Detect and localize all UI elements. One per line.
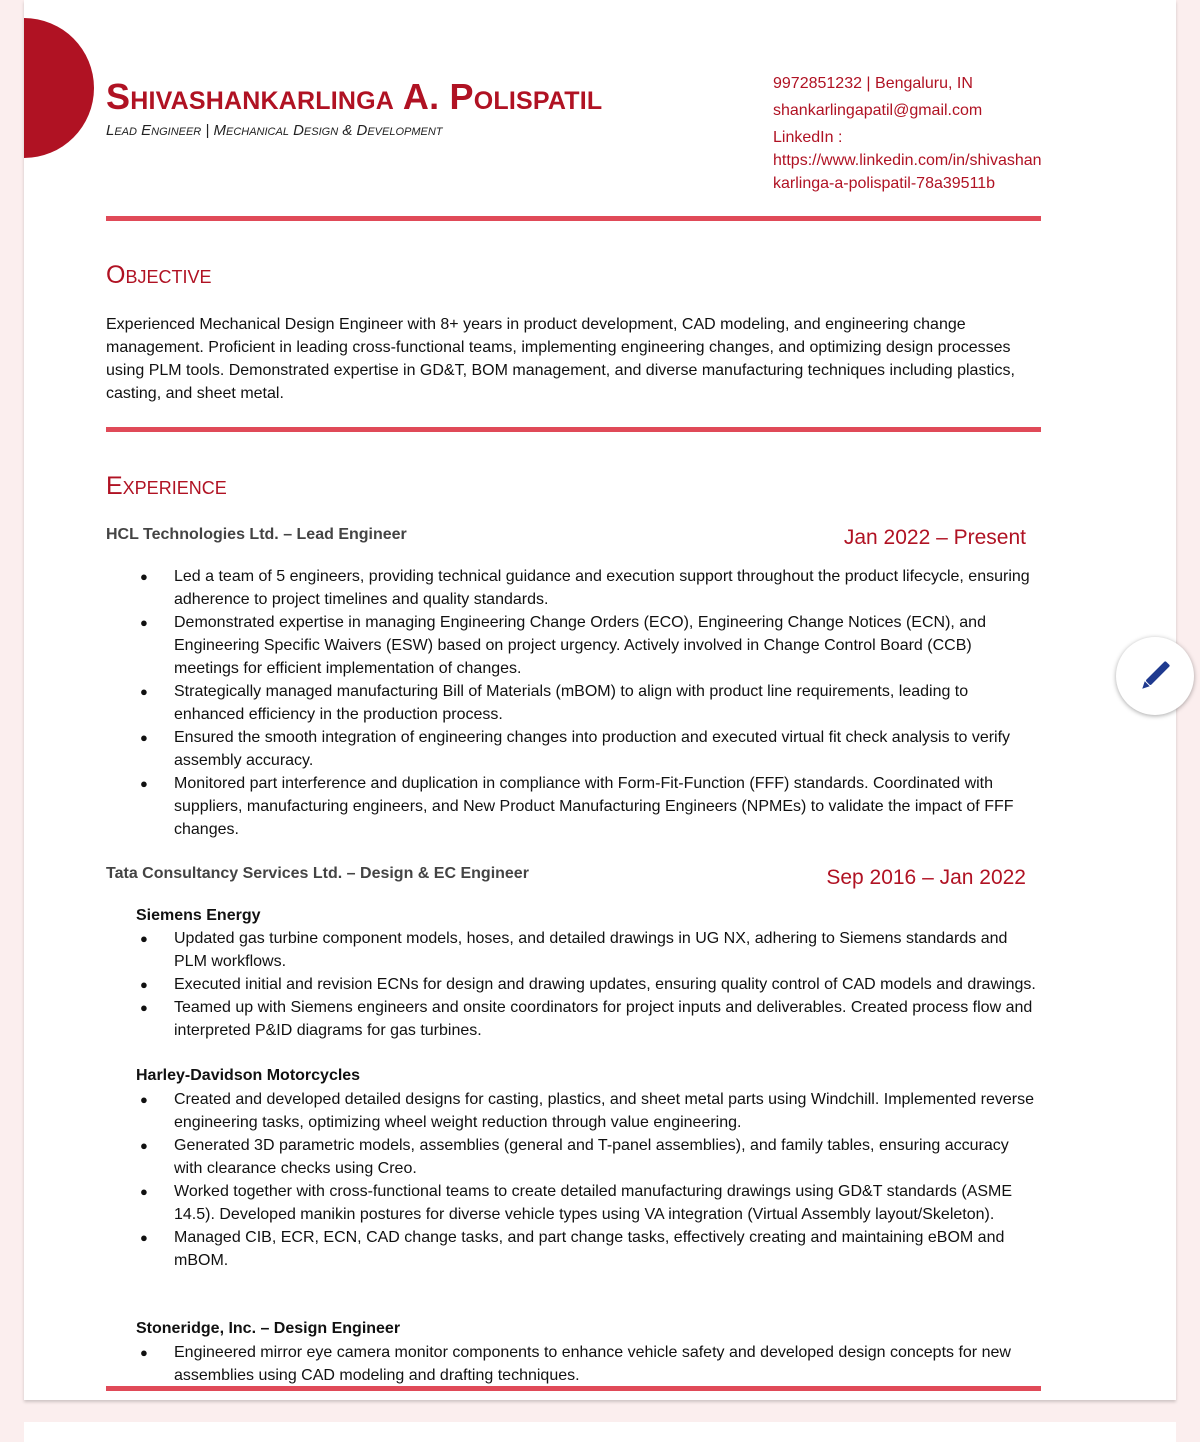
list-item: ● Strategically managed manufacturing Bill of Materials (mBOM) to align with product line requirements, leading to enhanced efficiency in the production process.	[134, 680, 1039, 726]
contact-block	[773, 72, 1048, 195]
client-heading-harley: Harley-Davidson Motorcycles	[136, 1067, 361, 1084]
list-item: ● Worked together with cross-functional teams to create detailed manufacturing drawings using GD&T standards (ASME 14.5). Developed manikin postures for diverse vehicle types using VA integration (Virtual Assembly layout/Skeleton).	[134, 1180, 1039, 1226]
list-item: ● Managed CIB, ECR, ECN, CAD change tasks, and part change tasks, effectively creating and maintaining eBOM and mBOM.	[134, 1226, 1039, 1272]
client-bullets-harley	[134, 1088, 1039, 1272]
section-divider	[106, 427, 1041, 432]
list-item: ● Ensured the smooth integration of engineering changes into production and executed virtual fit check analysis to verify assembly accuracy.	[134, 726, 1039, 772]
list-item: ● Teamed up with Siemens engineers and onsite coordinators for project inputs and deliverables. Created process flow and interpreted P&ID diagrams for gas turbines.	[134, 996, 1039, 1042]
list-item: ● Created and developed detailed designs for casting, plastics, and sheet metal parts using Windchill. Implemented reverse engineering tasks, optimizing wheel weight reduction through value engineering.	[134, 1088, 1039, 1134]
job-heading-stoneridge: Stoneridge, Inc. – Design Engineer	[136, 1320, 401, 1337]
list-item: ● Monitored part interference and duplication in compliance with Form-Fit-Function (FFF) standards. Coordinated with suppliers, manufacturing engineers, and New Product Manufacturing Engineers (NPMEs) to validate the impact of FFF changes.	[134, 772, 1039, 841]
list-item: ● Engineered mirror eye camera monitor components to enhance vehicle safety and developed design concepts for new assemblies using CAD modeling and drafting techniques.	[134, 1341, 1039, 1387]
contact-phone-location: 9972851232 | Bengaluru, IN	[773, 75, 973, 92]
job-bullets-hcl	[134, 565, 1039, 841]
pencil-icon	[1135, 656, 1175, 696]
list-item: ● Updated gas turbine component models, hoses, and detailed drawings in UG NX, adhering to Siemens standards and PLM workflows.	[134, 927, 1039, 973]
job-heading-tcs: Tata Consultancy Services Ltd. – Design & EC Engineer	[106, 865, 529, 882]
client-bullets-siemens	[134, 927, 1039, 1042]
decorative-circle	[24, 18, 94, 158]
section-divider	[106, 1386, 1041, 1391]
list-item: ● Generated 3D parametric models, assemblies (general and T-panel assemblies), and family tables, ensuring accuracy with clearance checks using Creo.	[134, 1134, 1039, 1180]
objective-text: Experienced Mechanical Design Engineer with 8+ years in product development, CAD modeling, and engineering change management. Proficient in leading cross-functional teams, implementing engineering changes, and optimizing design processes using PLM tools. Demonstrated expertise in GD&T, BOM management, and diverse manufacturing techniques including plastics, casting, and sheet metal.	[106, 316, 1015, 402]
job-bullets-stoneridge	[134, 1341, 1039, 1387]
job-dates-hcl: Jan 2022 – Present	[843, 526, 1026, 549]
objective-heading: Objective	[106, 261, 212, 289]
contact-linkedin-url[interactable]: https://www.linkedin.com/in/shivashankarlinga-a-polispatil-78a39511b	[773, 152, 1042, 192]
edit-button[interactable]	[1116, 637, 1194, 715]
section-divider	[106, 216, 1041, 221]
list-item: ● Demonstrated expertise in managing Engineering Change Orders (ECO), Engineering Change Notices (ECN), and Engineering Specific Waivers (ESW) based on project urgency. Actively involved in Change Control Board (CCB) meetings for efficient implementation of changes.	[134, 611, 1039, 680]
list-item: ● Led a team of 5 engineers, providing technical guidance and execution support throughout the product lifecycle, ensuring adherence to project timelines and quality standards.	[134, 565, 1039, 611]
contact-email[interactable]: shankarlingapatil@gmail.com	[773, 102, 983, 119]
client-heading-siemens: Siemens Energy	[136, 907, 261, 924]
experience-heading: Experience	[106, 472, 227, 500]
job-dates-tcs: Sep 2016 – Jan 2022	[826, 866, 1026, 889]
contact-linkedin-label: LinkedIn :	[773, 129, 843, 146]
candidate-title: Lead Engineer | Mechanical Design & Development	[106, 122, 443, 139]
job-heading-hcl: HCL Technologies Ltd. – Lead Engineer	[106, 526, 407, 543]
list-item: ● Executed initial and revision ECNs for design and drawing updates, ensuring quality control of CAD models and drawings.	[134, 973, 1039, 996]
next-page-edge	[24, 1422, 1176, 1442]
resume-page	[24, 0, 1176, 1400]
candidate-name: Shivashankarlinga A. Polispatil	[106, 76, 603, 117]
